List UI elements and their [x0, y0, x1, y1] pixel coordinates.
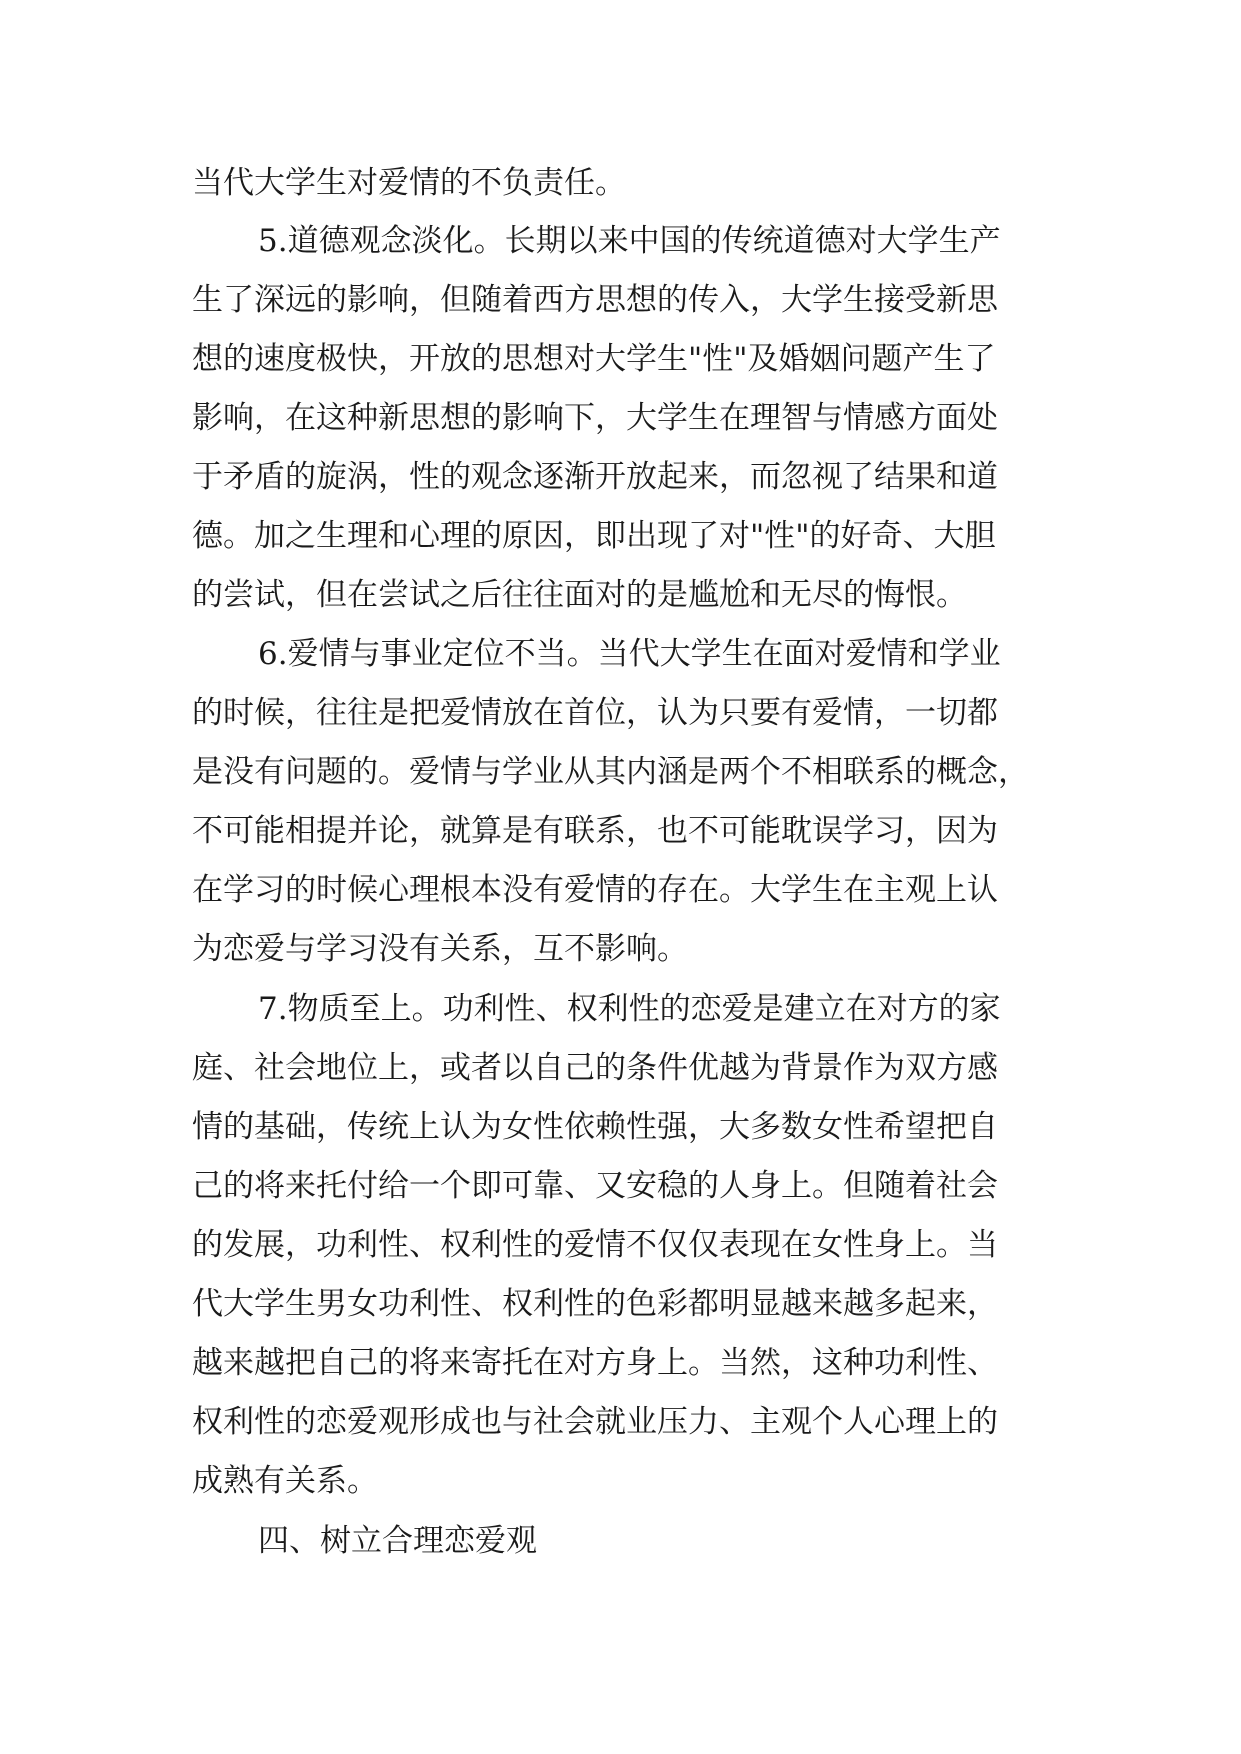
text-line-22: 权利性的恋爱观形成也与社会就业压力、主观个人心理上的 — [192, 1404, 998, 1440]
text-line-2: 5.道德观念淡化。长期以来中国的传统道德对大学生产 — [258, 223, 1001, 259]
text-line-21: 越来越把自己的将来寄托在对方身上。当然，这种功利性、 — [192, 1345, 998, 1381]
text-line-4: 想的速度极快，开放的思想对大学生"性"及婚姻问题产生了 — [192, 341, 996, 377]
text-line-17: 情的基础，传统上认为女性依赖性强，大多数女性希望把自 — [192, 1109, 998, 1145]
text-line-1: 当代大学生对爱情的不负责任。 — [192, 165, 626, 201]
section-heading: 四、树立合理恋爱观 — [258, 1523, 537, 1559]
text-line-9: 6.爱情与事业定位不当。当代大学生在面对爱情和学业 — [258, 636, 1001, 672]
text-line-7: 德。加之生理和心理的原因，即出现了对"性"的好奇、大胆 — [192, 518, 996, 554]
text-line-12: 不可能相提并论，就算是有联系，也不可能耽误学习，因为 — [192, 813, 998, 849]
text-line-11: 是没有问题的。爱情与学业从其内涵是两个不相联系的概念， — [192, 754, 1029, 790]
text-line-20: 代大学生男女功利性、权利性的色彩都明显越来越多起来， — [192, 1286, 998, 1322]
text-line-23: 成熟有关系。 — [192, 1463, 378, 1499]
text-line-10: 的时候，往往是把爱情放在首位，认为只要有爱情，一切都 — [192, 695, 998, 731]
text-line-5: 影响，在这种新思想的影响下，大学生在理智与情感方面处 — [192, 400, 998, 436]
text-line-6: 于矛盾的旋涡，性的观念逐渐开放起来，而忽视了结果和道 — [192, 459, 998, 495]
text-line-19: 的发展，功利性、权利性的爱情不仅仅表现在女性身上。当 — [192, 1227, 998, 1263]
text-line-13: 在学习的时候心理根本没有爱情的存在。大学生在主观上认 — [192, 872, 998, 908]
text-line-15: 7.物质至上。功利性、权利性的恋爱是建立在对方的家 — [258, 991, 1001, 1027]
text-line-3: 生了深远的影响，但随着西方思想的传入，大学生接受新思 — [192, 282, 998, 318]
text-line-16: 庭、社会地位上，或者以自己的条件优越为背景作为双方感 — [192, 1050, 998, 1086]
text-line-8: 的尝试，但在尝试之后往往面对的是尴尬和无尽的悔恨。 — [192, 577, 967, 613]
text-line-18: 己的将来托付给一个即可靠、又安稳的人身上。但随着社会 — [192, 1168, 998, 1204]
text-line-14: 为恋爱与学习没有关系，互不影响。 — [192, 931, 688, 967]
